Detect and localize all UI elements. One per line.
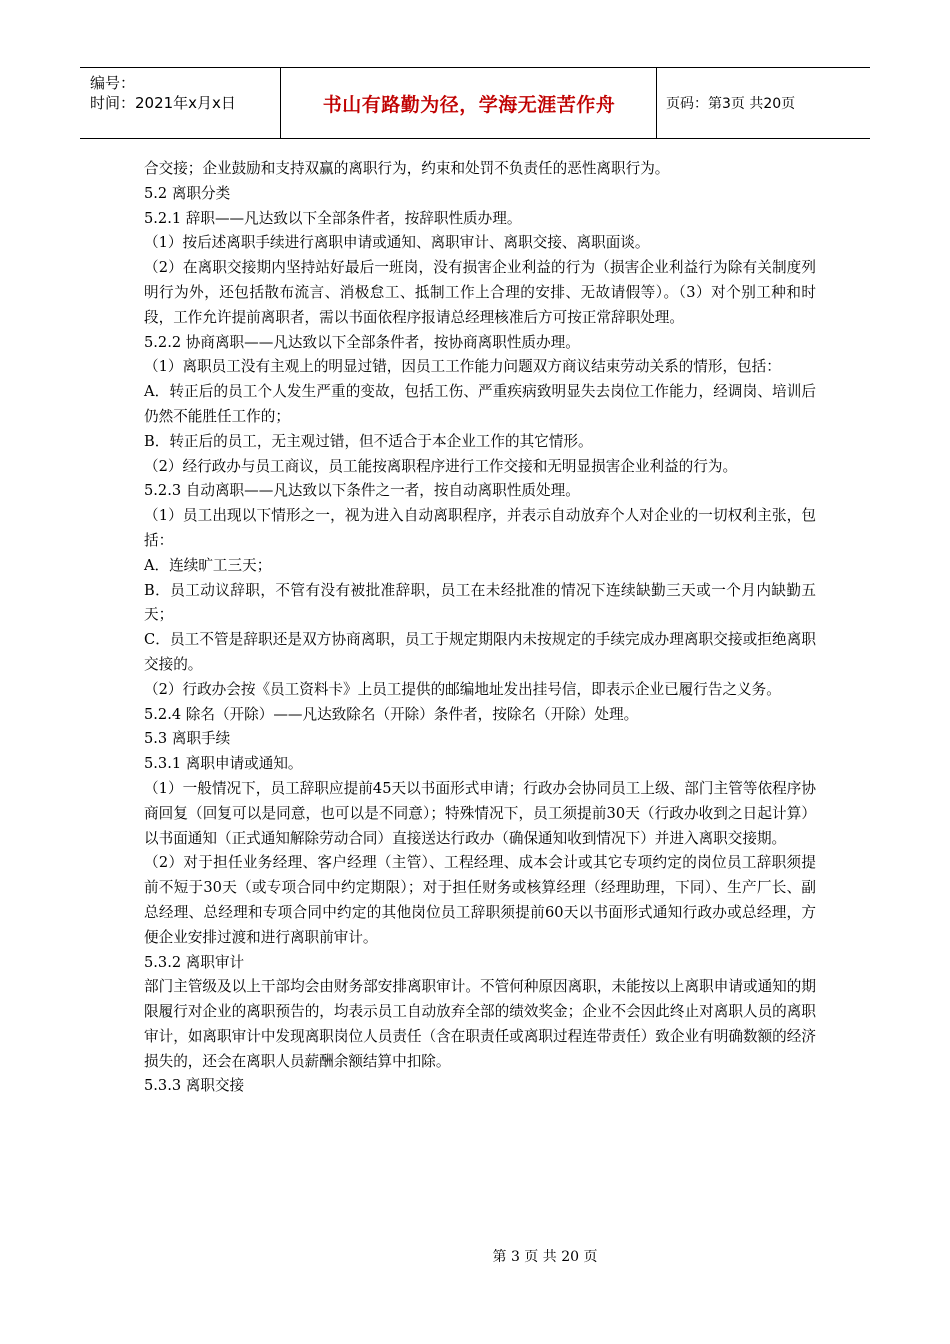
paragraph: 部门主管级及以上干部均会由财务部安排离职审计。不管何种原因离职，未能按以上离职申请或通知的期限履行对企业的离职预告的，均表示员工自动放弃全部的绩效奖金；企业不会因此终止对离职人员的离职审计，如离职审计中发现离职岗位人员责任（含在职责任或离职过程连带责任）致企业有明确数额的经济损失的，还会在离职人员薪酬余额结算中扣除。 [144,978,816,1070]
paragraph: （1）离职员工没有主观上的明显过错，因员工工作能力问题双方商议结束劳动关系的情形，包括： [144,358,781,376]
footer-page-number: 第 3 页 共 20 页 [492,1249,598,1265]
section-heading: 5.3.2 离职审计 [144,953,245,971]
section-heading: 5.2 离职分类 [144,184,231,202]
paragraph: A．连续旷工三天； [144,556,272,574]
header-page-cell [658,68,870,138]
document-header [80,67,870,139]
paragraph: （2）对于担任业务经理、客户经理（主管）、工程经理、成本会计或其它专项约定的岗位员工辞职须提前不短于30天（或专项合同中约定期限）；对于担任财务或核算经理（经理助理，下同）、生产厂长、副总经理、总经理和专项合同中约定的其他岗位员工辞职须提前60天以书面形式通知行政办或总经理，方便企业安排过渡和进行离职前审计。 [144,854,816,946]
header-meta-cell [80,68,281,138]
motto-text: 书山有路勤为径，学海无涯苦作舟 [322,93,616,116]
header-motto-cell [282,68,657,138]
paragraph: （2）行政办会按《员工资料卡》上员工提供的邮编地址发出挂号信，即表示企业已履行告之义务。 [144,680,781,698]
paragraph: C．员工不管是辞职还是双方协商离职，员工于规定期限内未按规定的手续完成办理离职交接或拒绝离职交接的。 [144,631,816,673]
page-footer [0,1246,950,1266]
paragraph: （1）员工出现以下情形之一，视为进入自动离职程序，并表示自动放弃个人对企业的一切权利主张，包括： [144,507,816,549]
paragraph: 5.2.4 除名（开除）——凡达致除名（开除）条件者，按除名（开除）处理。 [144,705,639,723]
paragraph: 5.3.1 离职申请或通知。 [144,755,303,773]
paragraph: 5.2.2 协商离职——凡达致以下全部条件者，按协商离职性质办理。 [144,333,580,351]
section-heading: 5.3.3 离职交接 [144,1077,245,1095]
paragraph: 5.2.1 辞职——凡达致以下全部条件者，按辞职性质办理。 [144,209,522,227]
section-heading: 5.3 离职手续 [144,730,231,748]
paragraph: B．转正后的员工，无主观过错，但不适合于本企业工作的其它情形。 [144,432,593,450]
paragraph: B．员工动议辞职，不管有没有被批准辞职，员工在未经批准的情况下连续缺勤三天或一个月内缺勤五天； [144,581,816,624]
paragraph: （1）一般情况下，员工辞职应提前45天以书面形式申请；行政办会协同员工上级、部门主管等依程序协商回复（回复可以是同意，也可以是不同意）；特殊情况下，员工须提前30天（行政办收到之日起计算）以书面通知（正式通知解除劳动合同）直接送达行政办（确保通知收到情况下）并进入离职交接期。 [144,779,816,847]
date-label: 时间：2021年x月x日 [90,94,236,112]
paragraph: 合交接；企业鼓励和支持双赢的离职行为，约束和处罚不负责任的恶性离职行为。 [144,160,670,177]
paragraph: 5.2.3 自动离职——凡达致以下条件之一者，按自动离职性质处理。 [144,482,580,500]
number-label: 编号： [90,74,136,92]
paragraph: A．转正后的员工个人发生严重的变故，包括工伤、严重疾病致明显失去岗位工作能力，经调岗、培训后仍然不能胜任工作的； [144,383,816,425]
document-body [144,157,816,1099]
page-info: 页码：第3页 共20页 [666,96,796,112]
paragraph: （2）经行政办与员工商议，员工能按离职程序进行工作交接和无明显损害企业利益的行为。 [144,457,738,475]
paragraph: （2）在离职交接期内坚持站好最后一班岗，没有损害企业利益的行为（损害企业利益行为除有关制度列明行为外，还包括散布流言、消极怠工、抵制工作上合理的安排、无故请假等）。（3）对个别工种和时段，工作允许提前离职者，需以书面依程序报请总经理核准后方可按正常辞职处理。 [144,259,816,326]
paragraph: （1）按后述离职手续进行离职申请或通知、离职审计、离职交接、离职面谈。 [144,234,650,252]
